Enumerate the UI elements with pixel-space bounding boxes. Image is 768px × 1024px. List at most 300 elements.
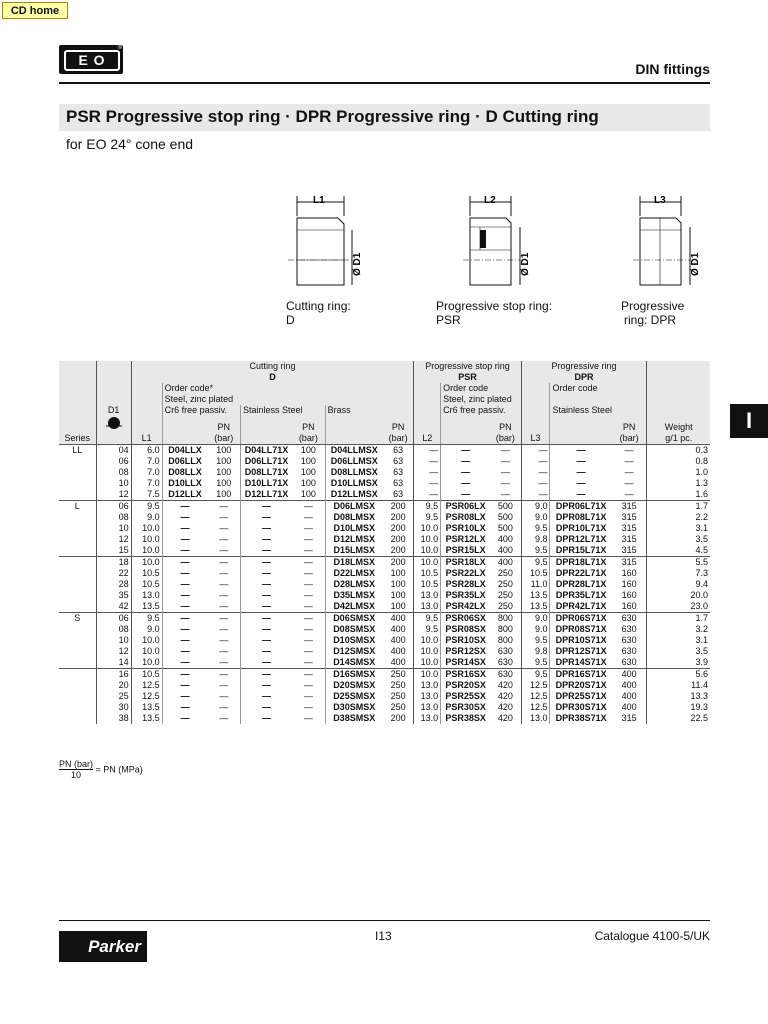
table-cell: 3.1 <box>647 523 710 534</box>
table-cell: — <box>162 702 207 713</box>
table-cell: 630 <box>621 657 637 667</box>
registered-mark: ® <box>117 45 122 51</box>
table-cell: 9.5 <box>521 523 550 534</box>
table-cell: 13.5 <box>131 702 162 713</box>
table-cell: — <box>241 523 293 534</box>
table-cell: 13.5 <box>521 601 550 613</box>
table-cell: 38 <box>96 713 131 724</box>
table-cell: — <box>219 657 229 667</box>
table-cell: 100 <box>390 579 406 589</box>
table-cell: D04LLX <box>162 445 207 457</box>
table-cell: — <box>414 445 441 457</box>
table-cell: 7.0 <box>131 456 162 467</box>
table-cell: — <box>241 680 293 691</box>
table-cell: 10.0 <box>131 635 162 646</box>
table-cell: — <box>550 489 612 501</box>
table-cell: PSR08LX <box>441 512 491 523</box>
table-cell: 9.5 <box>521 657 550 669</box>
table-cell: 100 <box>216 445 232 455</box>
table-cell: 9.5 <box>521 557 550 569</box>
table-cell: — <box>219 512 229 522</box>
table-cell: — <box>303 523 313 533</box>
table-row <box>59 523 710 534</box>
table-cell: 9.5 <box>521 545 550 557</box>
table-cell: 42 <box>96 601 131 613</box>
table-row <box>59 613 710 625</box>
table-cell: D10LL71X <box>241 478 293 489</box>
table-cell: 12.5 <box>131 691 162 702</box>
table-cell: — <box>303 512 313 522</box>
table-cell: 200 <box>390 523 406 533</box>
table-cell: D06LLMSX <box>325 456 383 467</box>
table-cell: — <box>414 467 441 478</box>
table-cell: — <box>624 456 634 466</box>
table-cell: 400 <box>621 691 637 701</box>
table-cell: — <box>162 669 207 681</box>
table-cell: 500 <box>497 512 513 522</box>
table-cell: 10.0 <box>414 657 441 669</box>
table-cell <box>59 624 96 635</box>
page-subtitle: for EO 24° cone end <box>66 136 194 152</box>
table-cell: 5.5 <box>647 557 710 569</box>
table-cell: — <box>162 680 207 691</box>
table-cell: 63 <box>393 489 404 499</box>
table-cell: 7.5 <box>131 489 162 501</box>
table-cell: — <box>241 590 293 601</box>
head-pn: PN <box>490 416 521 433</box>
table-cell: — <box>162 635 207 646</box>
table-cell: DPR16S71X <box>550 669 612 681</box>
table-cell <box>59 489 96 501</box>
dia-d1-1: Ø D1 <box>352 252 363 276</box>
table-cell: 1.3 <box>647 478 710 489</box>
table-cell: — <box>441 445 491 457</box>
table-cell <box>59 523 96 534</box>
table-cell <box>59 568 96 579</box>
table-cell: 08 <box>96 467 131 478</box>
table-cell <box>59 590 96 601</box>
table-cell: DPR08L71X <box>550 512 612 523</box>
table-cell: — <box>500 478 510 488</box>
table-cell: — <box>303 590 313 600</box>
table-cell: 11.0 <box>521 579 550 590</box>
table-cell: 20 <box>96 680 131 691</box>
table-cell: 250 <box>390 680 406 690</box>
table-cell: 10.5 <box>131 579 162 590</box>
table-cell: DPR42L71X <box>550 601 612 613</box>
table-cell: 315 <box>612 501 647 513</box>
table-cell: 160 <box>621 568 637 578</box>
table-cell: 9.0 <box>521 613 550 625</box>
table-cell: 9.0 <box>131 624 162 635</box>
head-stainless: Stainless Steel <box>241 405 326 416</box>
table-cell: 630 <box>621 635 637 645</box>
table-row <box>59 478 710 489</box>
table-cell: — <box>414 489 441 501</box>
table-cell: 10.0 <box>131 557 162 569</box>
table-cell: — <box>500 445 510 455</box>
caption-line: PSR <box>436 313 461 327</box>
table-cell: 7.0 <box>131 478 162 489</box>
d1-symbol-icon <box>96 416 131 433</box>
table-body <box>59 445 710 725</box>
table-cell: D18LMSX <box>325 557 383 569</box>
table-cell: 200 <box>390 713 406 723</box>
table-cell: 16 <box>96 669 131 681</box>
table-cell: DPR08S71X <box>550 624 612 635</box>
table-cell: 420 <box>497 713 513 723</box>
head-bar: (bar) <box>292 433 325 445</box>
head-psr-code: PSR <box>414 372 521 383</box>
table-cell: D42LMSX <box>325 601 383 613</box>
head-psr: Progressive stop ring <box>414 361 521 372</box>
dia-d1-3: Ø D1 <box>690 252 701 276</box>
table-cell <box>59 680 96 691</box>
table-cell: 04 <box>96 445 131 457</box>
table-cell: 10.0 <box>414 646 441 657</box>
table-cell: — <box>162 512 207 523</box>
table-cell: PSR25SX <box>441 691 491 702</box>
table-cell: 3.2 <box>647 624 710 635</box>
table-cell: PSR28LX <box>441 579 491 590</box>
table-row <box>59 445 710 457</box>
table-cell: D10LLX <box>162 478 207 489</box>
table-cell: 100 <box>300 478 316 488</box>
table-cell: — <box>241 702 293 713</box>
table-cell: 1.7 <box>647 613 710 625</box>
table-cell: — <box>219 691 229 701</box>
header-rule <box>59 82 710 84</box>
table-cell: — <box>500 489 510 499</box>
table-cell: 420 <box>497 691 513 701</box>
table-cell: D15LMSX <box>325 545 383 557</box>
table-cell: 6.0 <box>131 445 162 457</box>
table-cell: 400 <box>390 657 406 667</box>
table-row <box>59 601 710 613</box>
table-cell: — <box>624 478 634 488</box>
table-cell: D35LMSX <box>325 590 383 601</box>
table-cell: DPR20S71X <box>550 680 612 691</box>
table-cell: — <box>162 601 207 613</box>
table-cell: D04LLMSX <box>325 445 383 457</box>
head-bar: (bar) <box>490 433 521 445</box>
table-cell: — <box>624 489 634 499</box>
table-cell: — <box>162 501 207 513</box>
table-cell: PSR06SX <box>441 613 491 625</box>
table-cell: — <box>241 657 293 669</box>
table-cell: 500 <box>497 523 513 533</box>
table-cell: — <box>624 467 634 477</box>
footer-rule <box>59 920 710 921</box>
table-cell: 63 <box>393 478 404 488</box>
table-cell: 06 <box>96 456 131 467</box>
table-cell: 12.5 <box>131 680 162 691</box>
head-dpr: Progressive ring <box>521 361 647 372</box>
table-cell: — <box>241 613 293 625</box>
ring-drawings <box>280 192 720 292</box>
table-row <box>59 557 710 569</box>
table-cell: 800 <box>490 613 521 625</box>
table-cell: 0.3 <box>647 445 710 457</box>
table-cell: — <box>208 501 241 513</box>
table-cell: — <box>441 456 491 467</box>
table-cell: PSR10LX <box>441 523 491 534</box>
table-cell: DPR10L71X <box>550 523 612 534</box>
table-cell: LL <box>72 445 83 455</box>
table-cell: 23.0 <box>647 601 710 613</box>
table-cell: 315 <box>621 534 637 544</box>
table-cell: 160 <box>621 601 637 611</box>
table-cell: 13.0 <box>414 680 441 691</box>
table-cell: — <box>241 691 293 702</box>
table-cell: 100 <box>216 478 232 488</box>
table-cell: — <box>303 635 313 645</box>
fittings-table <box>59 361 710 724</box>
table-cell: DPR30S71X <box>550 702 612 713</box>
table-cell: — <box>219 568 229 578</box>
table-row <box>59 579 710 590</box>
table-cell: 10.0 <box>414 635 441 646</box>
table-cell: 3.1 <box>647 635 710 646</box>
dim-l3: L3 <box>654 195 666 206</box>
head-bar: (bar) <box>612 433 647 445</box>
table-cell: D08LMSX <box>325 512 383 523</box>
table-cell: — <box>292 669 325 681</box>
table-cell: 100 <box>390 601 406 611</box>
table-cell: 9.5 <box>414 613 441 625</box>
table-cell: D16SMSX <box>325 669 383 681</box>
table-cell: — <box>219 624 229 634</box>
table-row <box>59 489 710 501</box>
table-row <box>59 702 710 713</box>
table-row <box>59 590 710 601</box>
table-cell: 250 <box>497 568 513 578</box>
table-cell: PSR14SX <box>441 657 491 669</box>
table-cell: PSR20SX <box>441 680 491 691</box>
table-cell: D12LMSX <box>325 534 383 545</box>
table-cell <box>59 557 96 569</box>
table-cell: 9.8 <box>521 534 550 545</box>
head-steel-zinc: Steel, zinc plated <box>162 394 414 405</box>
table-cell: 400 <box>621 680 637 690</box>
head-cr6: Cr6 free passiv. <box>441 405 521 416</box>
table-head <box>59 361 710 445</box>
table-cell: 9.0 <box>521 624 550 635</box>
table-cell: 9.5 <box>414 512 441 523</box>
table-cell: — <box>162 545 207 557</box>
table-cell: 630 <box>621 646 637 656</box>
table-cell: — <box>219 523 229 533</box>
table-cell <box>59 669 96 681</box>
table-cell: — <box>241 557 293 569</box>
table-cell: PSR12LX <box>441 534 491 545</box>
table-cell: — <box>303 691 313 701</box>
table-cell: — <box>303 657 313 667</box>
table-cell: 35 <box>96 590 131 601</box>
table-row <box>59 680 710 691</box>
table-cell: D10LLMSX <box>325 478 383 489</box>
table-cell: — <box>162 713 207 724</box>
head-bar: (bar) <box>383 433 414 445</box>
table-cell: DPR18L71X <box>550 557 612 569</box>
table-cell: 9.5 <box>521 635 550 646</box>
page-number: I13 <box>375 929 392 943</box>
table-cell: D12SMSX <box>325 646 383 657</box>
head-brass: Brass <box>325 405 414 416</box>
table-cell: 630 <box>612 613 647 625</box>
table-cell: — <box>500 467 510 477</box>
table-cell: 630 <box>621 624 637 634</box>
table-cell: — <box>414 478 441 489</box>
table-cell: — <box>162 691 207 702</box>
table-cell: 1.7 <box>647 501 710 513</box>
table-cell: — <box>219 702 229 712</box>
table-cell: D25SMSX <box>325 691 383 702</box>
table-cell: 63 <box>393 445 404 455</box>
table-cell: 3.5 <box>647 646 710 657</box>
table-row <box>59 646 710 657</box>
table-cell: 13.0 <box>414 601 441 613</box>
head-l1: L1 <box>131 433 162 445</box>
table-cell: 13.0 <box>414 590 441 601</box>
head-cutting-ring-code: D <box>131 372 414 383</box>
table-cell: D08LLX <box>162 467 207 478</box>
table-cell: 15 <box>96 545 131 557</box>
table-cell: PSR38SX <box>441 713 491 724</box>
cd-home-button[interactable]: CD home <box>2 2 68 19</box>
table-cell: 100 <box>300 489 316 499</box>
table-cell: 28 <box>96 579 131 590</box>
table-cell: D20SMSX <box>325 680 383 691</box>
table-row <box>59 512 710 523</box>
head-dpr-code: DPR <box>521 372 647 383</box>
table-cell: DPR38S71X <box>550 713 612 724</box>
table-cell: 10.0 <box>414 534 441 545</box>
table-cell: 08 <box>96 512 131 523</box>
table-cell: — <box>162 657 207 669</box>
table-cell: 25 <box>96 691 131 702</box>
table-cell: — <box>303 568 313 578</box>
table-cell: PSR30SX <box>441 702 491 713</box>
table-cell: 10.5 <box>414 568 441 579</box>
table-cell: — <box>208 613 241 625</box>
pn-footnote <box>59 759 143 780</box>
table-cell: 3.9 <box>647 657 710 669</box>
head-order-code: Order code <box>550 383 647 394</box>
table-cell: 10.5 <box>521 568 550 579</box>
table-cell: 10.0 <box>131 523 162 534</box>
table-cell: — <box>241 568 293 579</box>
table-row <box>59 568 710 579</box>
table-cell: — <box>241 669 293 681</box>
table-cell: — <box>162 523 207 534</box>
table-cell: DPR10S71X <box>550 635 612 646</box>
table-cell: D04LL71X <box>241 445 293 457</box>
table-cell: 5.6 <box>647 669 710 681</box>
head-cr6: Cr6 free passiv. <box>162 405 240 416</box>
table-cell: 100 <box>216 456 232 466</box>
dim-l1: L1 <box>313 195 325 206</box>
table-cell: D10SMSX <box>325 635 383 646</box>
table-cell: 315 <box>621 713 637 723</box>
table-cell: 100 <box>300 456 316 466</box>
table-cell: — <box>521 478 550 489</box>
head-order-code: Order code <box>441 383 521 394</box>
table-cell: — <box>441 478 491 489</box>
table-cell: 13.5 <box>131 601 162 613</box>
head-pn: PN <box>208 416 241 433</box>
table-cell: 12 <box>96 534 131 545</box>
table-cell: 10.0 <box>414 669 441 681</box>
head-l3: L3 <box>521 433 550 445</box>
table-cell: 400 <box>390 646 406 656</box>
table-cell: — <box>241 635 293 646</box>
table-cell: — <box>241 601 293 613</box>
table-cell: — <box>292 501 325 513</box>
table-cell: 400 <box>383 613 414 625</box>
table-cell: 250 <box>497 579 513 589</box>
caption-cutting-ring <box>286 299 351 327</box>
table-cell: 315 <box>621 512 637 522</box>
caption-line: D <box>286 313 295 327</box>
table-cell: 400 <box>497 534 513 544</box>
table-cell: L <box>59 501 96 513</box>
caption-line: Cutting ring: <box>286 299 351 313</box>
table-cell: — <box>292 613 325 625</box>
table-cell: 63 <box>393 456 404 466</box>
table-cell: 06 <box>96 613 131 625</box>
table-cell: 315 <box>621 523 637 533</box>
table-cell: 12.5 <box>521 702 550 713</box>
table-cell <box>59 478 96 489</box>
table-row <box>59 456 710 467</box>
table-cell: 315 <box>621 545 637 555</box>
table-cell: — <box>241 579 293 590</box>
table-cell: — <box>624 445 634 455</box>
table-cell: 13.0 <box>414 691 441 702</box>
table-cell: 160 <box>621 590 637 600</box>
table-cell: 800 <box>497 635 513 645</box>
table-cell: DPR12S71X <box>550 646 612 657</box>
table-cell: 9.0 <box>521 501 550 513</box>
table-cell: PSR22LX <box>441 568 491 579</box>
table-cell: — <box>162 624 207 635</box>
table-cell: — <box>241 534 293 545</box>
table-cell: D38SMSX <box>325 713 383 724</box>
table-cell: 250 <box>497 601 513 611</box>
table-cell: — <box>292 557 325 569</box>
table-cell: 7.0 <box>131 467 162 478</box>
table-cell: 1.6 <box>647 489 710 501</box>
table-cell: — <box>219 601 229 611</box>
table-cell: 400 <box>612 669 647 681</box>
table-cell: 11.4 <box>647 680 710 691</box>
table-cell: — <box>162 557 207 569</box>
table-cell: 13.3 <box>647 691 710 702</box>
caption-psr <box>436 299 552 327</box>
table-cell: 12.5 <box>521 691 550 702</box>
table-cell: 420 <box>497 680 513 690</box>
table-cell: 22 <box>96 568 131 579</box>
table-cell: PSR18LX <box>441 557 491 569</box>
table-cell: 250 <box>497 590 513 600</box>
table-cell <box>59 646 96 657</box>
table-cell: — <box>219 646 229 656</box>
table-cell: — <box>441 489 491 501</box>
table-cell: DPR35L71X <box>550 590 612 601</box>
table-cell: D22LMSX <box>325 568 383 579</box>
table-cell: 200 <box>390 545 406 555</box>
